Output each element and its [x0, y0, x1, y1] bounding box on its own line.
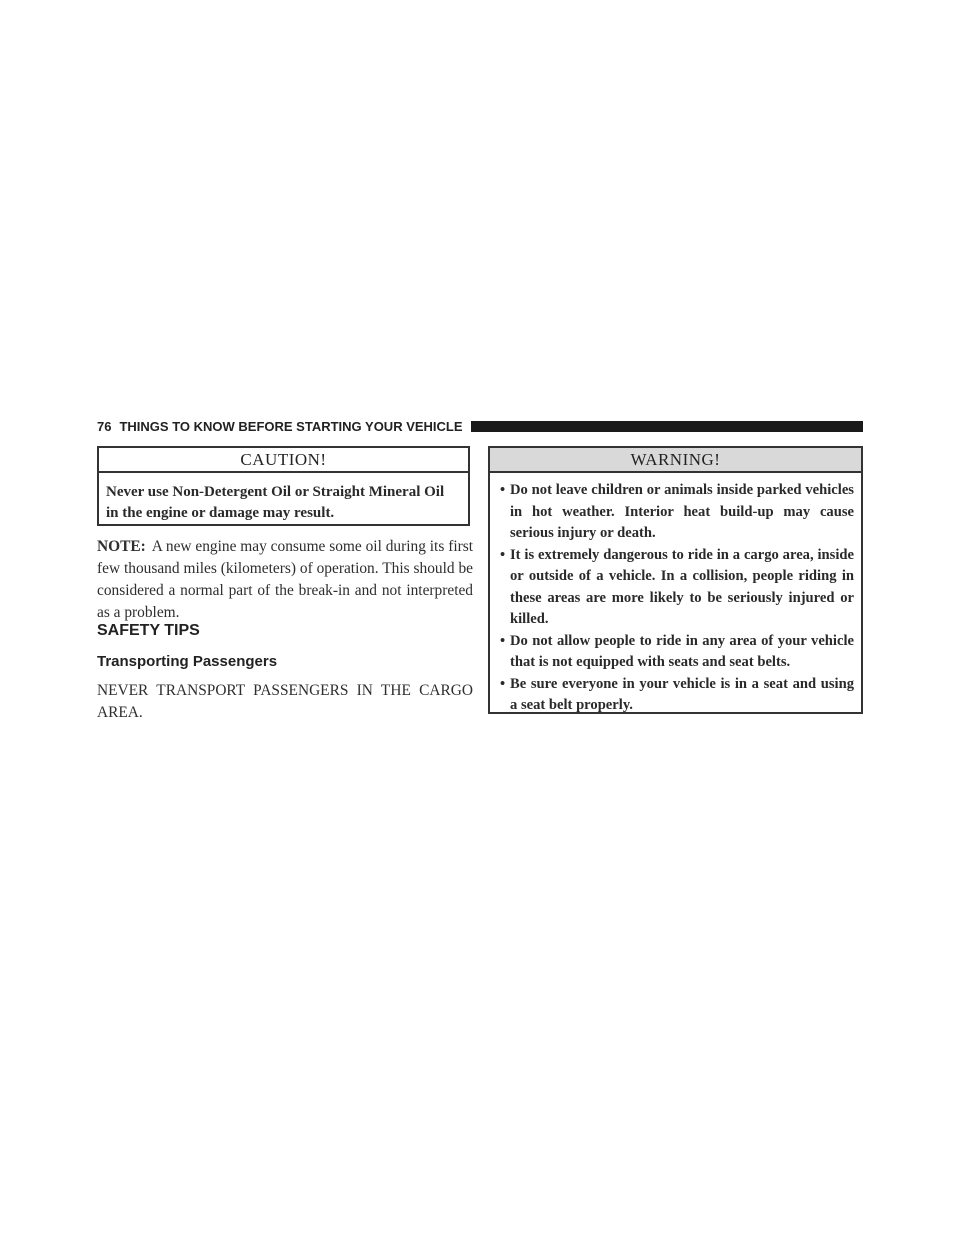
page-number: 76	[97, 418, 112, 434]
caution-title: CAUTION!	[99, 448, 468, 473]
transport-paragraph: NEVER TRANSPORT PASSENGERS IN THE CARGO AREA.	[97, 682, 473, 721]
caution-box	[97, 446, 470, 526]
warning-item-text: Do not leave children or animals inside parked vehicles in hot weather. Interior heat build-up may cause serious injury or death.	[510, 482, 854, 541]
bullet-icon: •	[500, 482, 506, 498]
warning-item-text: Do not allow people to ride in any area of your vehicle that is not equipped with seats and seat belts.	[510, 632, 854, 670]
warning-title: WARNING!	[490, 448, 861, 473]
warning-item	[501, 545, 854, 631]
section-title: THINGS TO KNOW BEFORE STARTING YOUR VEHICLE	[119, 418, 463, 434]
warning-item	[501, 674, 854, 717]
warning-item-text: Be sure everyone in your vehicle is in a seat and using a seat belt properly.	[510, 675, 854, 713]
transporting-passengers-heading: Transporting Passengers	[97, 653, 278, 670]
warning-item-text: It is extremely dangerous to ride in a cargo area, inside or outside of a vehicle. In a collision, people riding in these areas are more likely to be seriously injured or killed.	[510, 546, 854, 627]
safety-tips-heading: SAFETY TIPS	[97, 622, 200, 639]
warning-item	[501, 631, 854, 674]
note-text: A new engine may consume some oil during its first few thousand miles (kilometers) of operation. This should be considered a normal part of the break-in and not interpreted as a problem.	[97, 538, 473, 621]
bullet-icon: •	[500, 546, 506, 563]
bullet-icon: •	[500, 632, 506, 649]
warning-list	[490, 473, 861, 717]
page-header	[97, 416, 863, 436]
note-paragraph	[97, 536, 473, 624]
header-rule	[471, 421, 863, 432]
caution-body: Never use Non-Detergent Oil or Straight Mineral Oil in the engine or damage may result.	[106, 484, 445, 521]
warning-box	[488, 446, 863, 714]
warning-item	[501, 480, 854, 545]
bullet-icon: •	[500, 675, 506, 692]
note-label: NOTE:	[97, 538, 146, 555]
